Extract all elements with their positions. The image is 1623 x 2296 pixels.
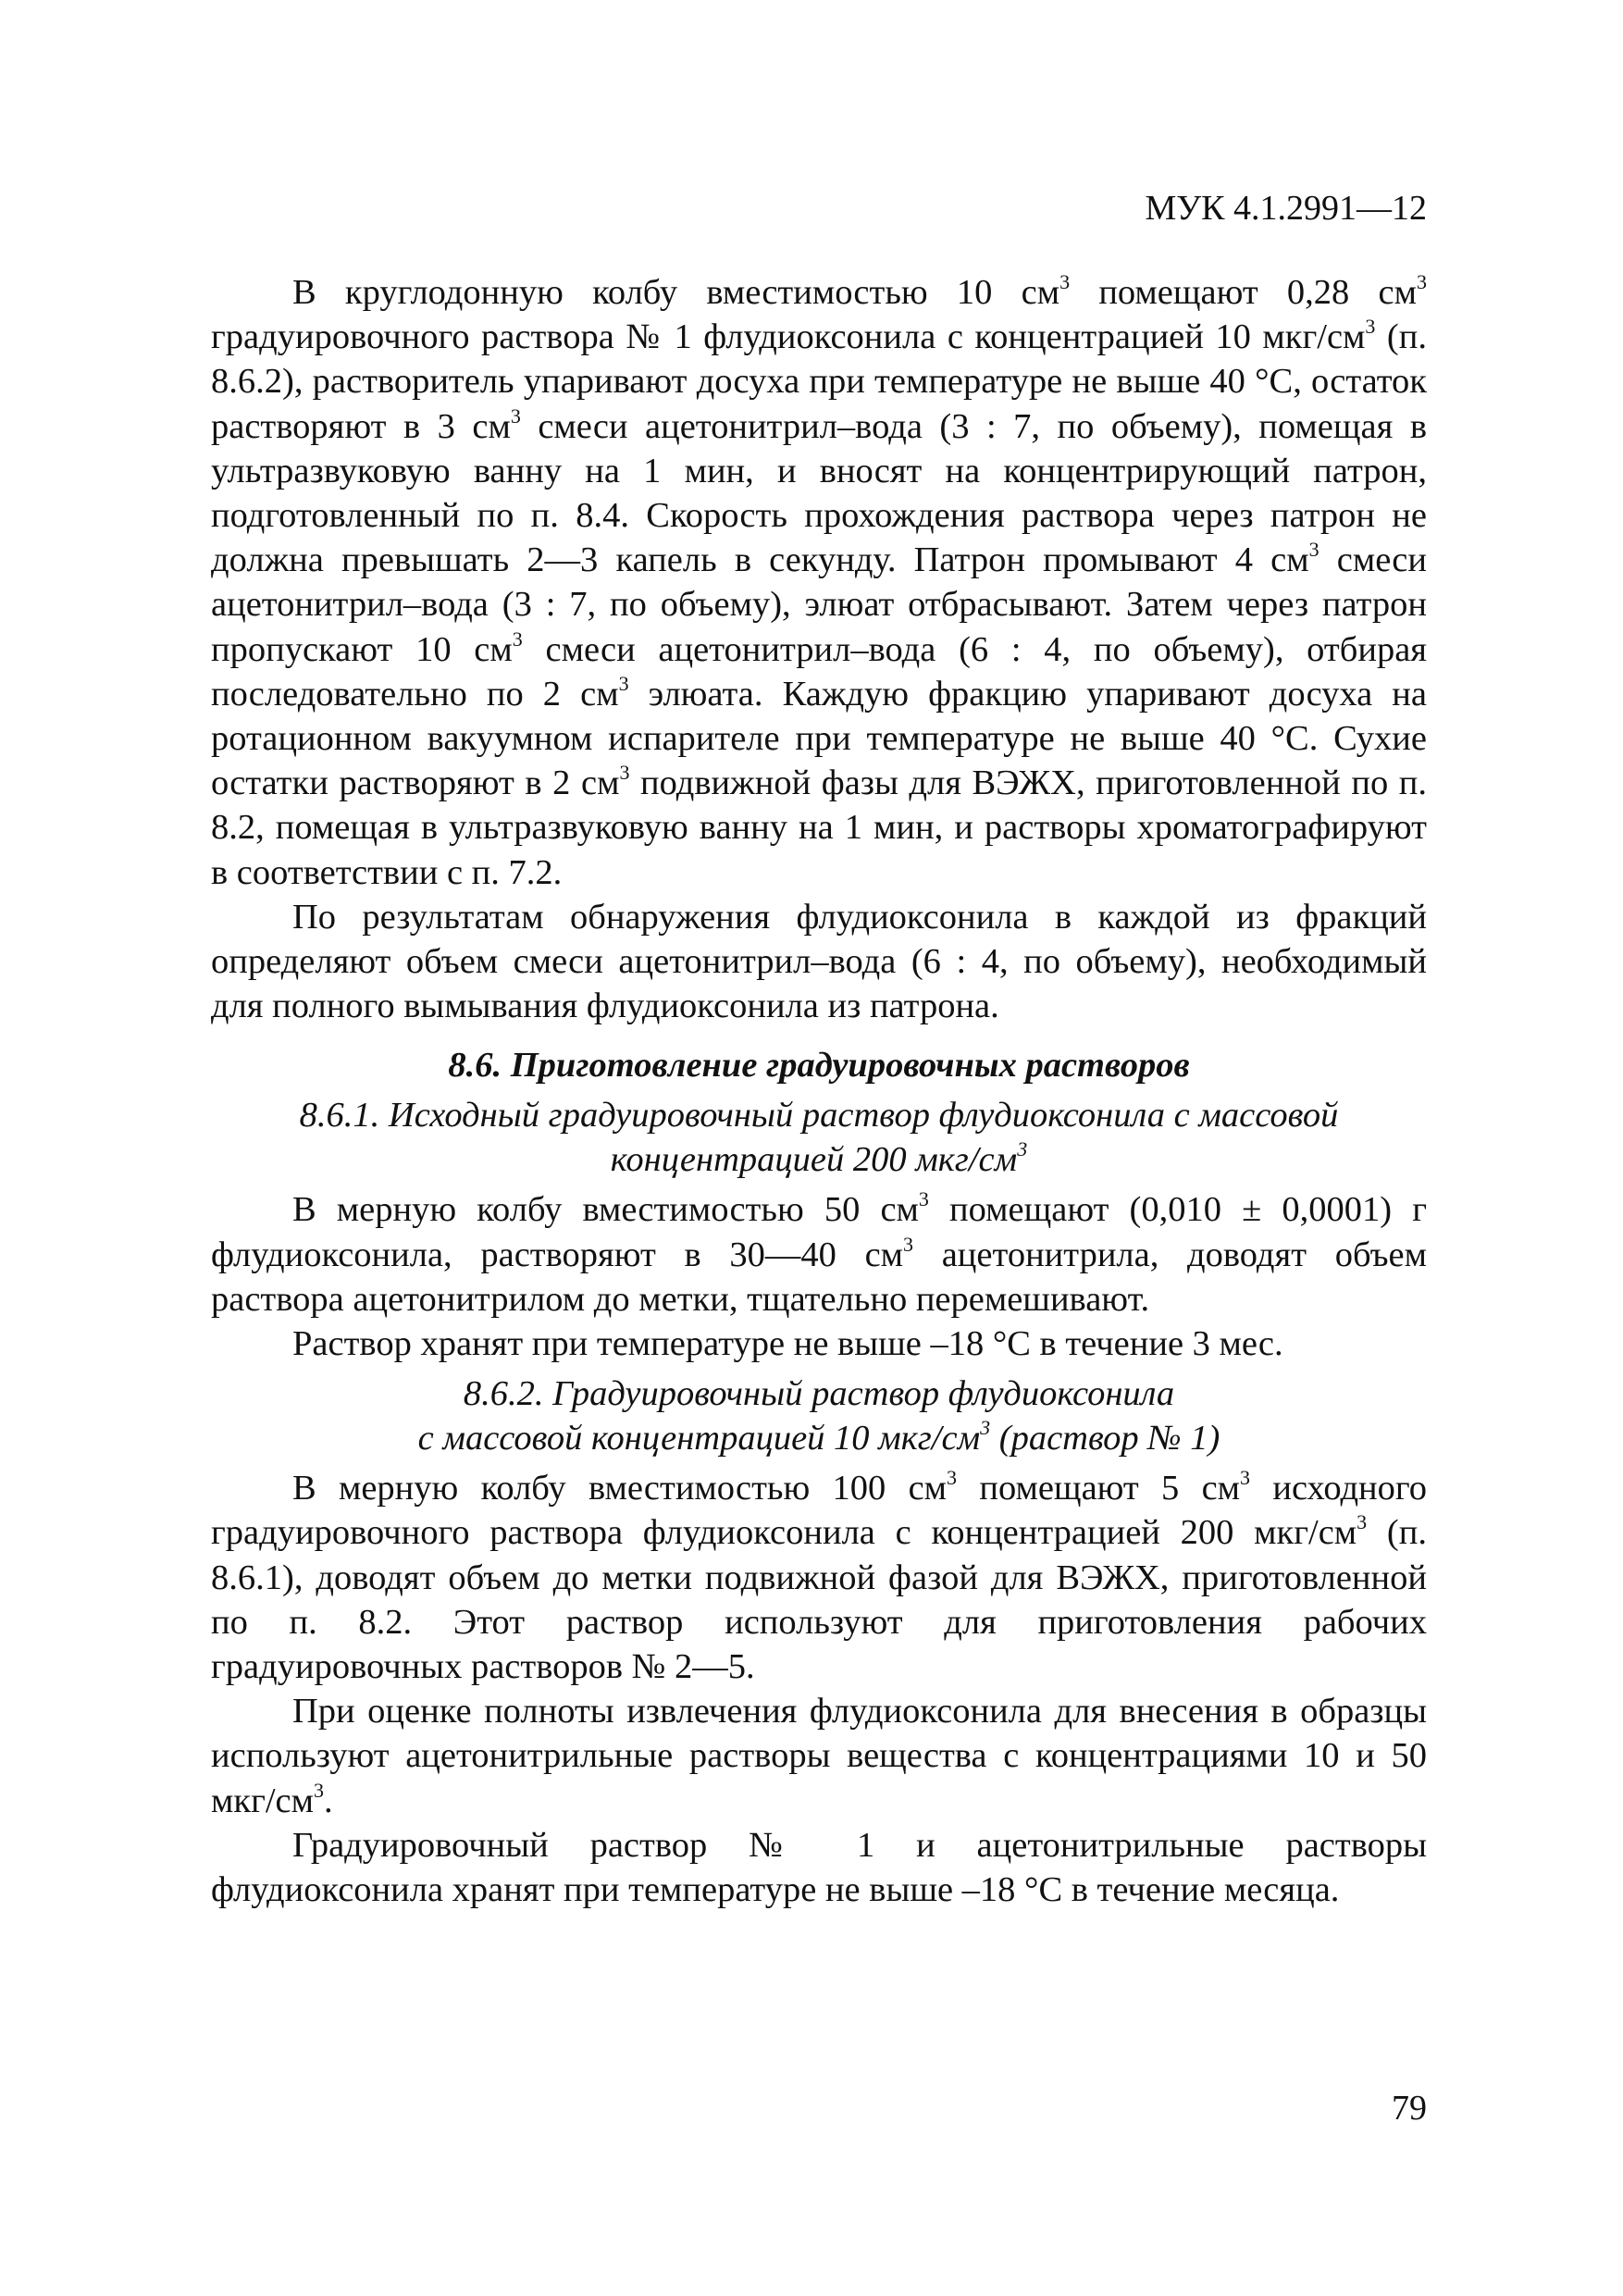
text-run: смеси ацетонитрил–вода (3 : 7, по объему), элюат отбрасывают. Затем через патрон пропускают 10 см <box>211 540 1427 669</box>
text-run: (раствор № 1) <box>990 1419 1220 1458</box>
text-run: 8.6. Приготовление градуировочных растворов <box>448 1046 1190 1086</box>
superscript: 3 <box>1357 1510 1368 1534</box>
superscript: 3 <box>947 1466 958 1490</box>
text-run: подвижной фазы для ВЭЖХ, приготовленной по п. 8.2, помещая в ультразвуковую ванну на 1 мин, и растворы хроматографируют в соответствии с п. 7.2. <box>211 763 1427 892</box>
text-run: В круглодонную колбу вместимостью 10 см <box>292 273 1060 312</box>
text-run: смеси ацетонитрил–вода (6 : 4, по объему), отбирая последовательно по 2 см <box>211 629 1427 714</box>
subsection-heading <box>211 1371 1427 1460</box>
paragraph <box>211 895 1427 1029</box>
text-run: помещают (0,010 ± 0,0001) г флудиоксонила, растворяют в 30—40 см <box>211 1190 1428 1274</box>
text-run: Градуировочный раствор № 1 и ацетонитрильные растворы флудиоксонила хранят при температуре не выше –18 °С в течение месяца. <box>211 1825 1427 1910</box>
document-code: МУК 4.1.2991—12 <box>1145 189 1427 228</box>
text-run: (п. 8.6.1), доводят объем до метки подвижной фазой для ВЭЖХ, приготовленной по п. 8.2. Этот раствор используют для приготовления рабочих градуировочных растворов № 2—5. <box>211 1513 1427 1687</box>
superscript: 3 <box>1417 270 1427 293</box>
superscript: 3 <box>619 761 630 785</box>
text-run: исходного градуировочного раствора флудиоксонила с концентрацией 200 мкг/см <box>211 1469 1427 1553</box>
superscript: 3 <box>1240 1466 1251 1490</box>
text-run: По результатам обнаружения флудиоксонила в каждой из фракций определяют объем смеси ацетонитрил–вода (6 : 4, по объему), необходимый для полного вымывания флудиоксонила из патрона. <box>211 897 1427 1026</box>
superscript: 3 <box>918 1187 929 1211</box>
superscript: 3 <box>903 1232 914 1256</box>
superscript: 3 <box>618 671 629 695</box>
superscript: 3 <box>980 1416 991 1440</box>
superscript: 3 <box>512 627 523 651</box>
text-run: Раствор хранят при температуре не выше –18 °С в течение 3 мес. <box>292 1324 1283 1364</box>
text-run: с массовой концентрацией 10 мкг/см <box>417 1419 981 1458</box>
superscript: 3 <box>1365 315 1376 339</box>
superscript: 3 <box>314 1778 325 1802</box>
section-heading <box>211 1043 1427 1087</box>
text-run: ацетонитрила, доводят объем раствора ацетонитрилом до метки, тщательно перемешивают. <box>211 1235 1427 1319</box>
text-run: элюата. Каждую фракцию упаривают досуха на ротационном вакуумном испарителе при температуре не выше 40 °С. Сухие остатки растворяют в 2 см <box>211 674 1428 803</box>
document-body <box>211 270 1427 1912</box>
text-run: При оценке полноты извлечения флудиоксонила для внесения в образцы используют ацетонитрильные растворы вещества с концентрациями 10 и 50 мкг/см <box>211 1692 1427 1820</box>
paragraph <box>211 1689 1427 1823</box>
text-run: . <box>324 1781 333 1820</box>
text-run: градуировочного раствора № 1 флудиоксонила с концентрацией 10 мкг/см <box>211 317 1366 357</box>
superscript: 3 <box>1059 270 1071 293</box>
superscript: 3 <box>510 403 521 428</box>
page-number: 79 <box>1392 2089 1427 2128</box>
superscript: 3 <box>1308 538 1319 562</box>
text-run: смеси ацетонитрил–вода (3 : 7, по объему), помещая в ультразвуковую ванну на 1 мин, и вносят на концентрирующий патрон, подготовленный по п. 8.4. Скорость прохождения раствора через патрон не должна превышать 2—3 капель в секунду. Патрон промывают 4 см <box>211 406 1427 580</box>
text-run: помещают 0,28 см <box>1070 273 1417 312</box>
paragraph <box>211 1823 1427 1912</box>
paragraph <box>211 1322 1427 1366</box>
text-run: В мерную колбу вместимостью 100 см <box>292 1469 948 1508</box>
text-run: 8.6.2. Градуировочный раствор флудиоксонила <box>463 1374 1175 1414</box>
subsection-heading <box>211 1093 1427 1182</box>
superscript: 3 <box>1017 1137 1028 1161</box>
paragraph <box>211 270 1427 895</box>
text-run: помещают 5 см <box>957 1469 1241 1508</box>
text-run: В мерную колбу вместимостью 50 см <box>292 1190 919 1230</box>
text-run: (п. 8.6.2), растворитель упаривают досуха при температуре не выше 40 °С, остаток растворяют в 3 см <box>211 317 1427 446</box>
paragraph <box>211 1466 1427 1689</box>
paragraph <box>211 1187 1427 1322</box>
text-run: 8.6.1. Исходный градуировочный раствор флудиоксонила с массовой концентрацией 200 мкг/см <box>299 1096 1339 1180</box>
